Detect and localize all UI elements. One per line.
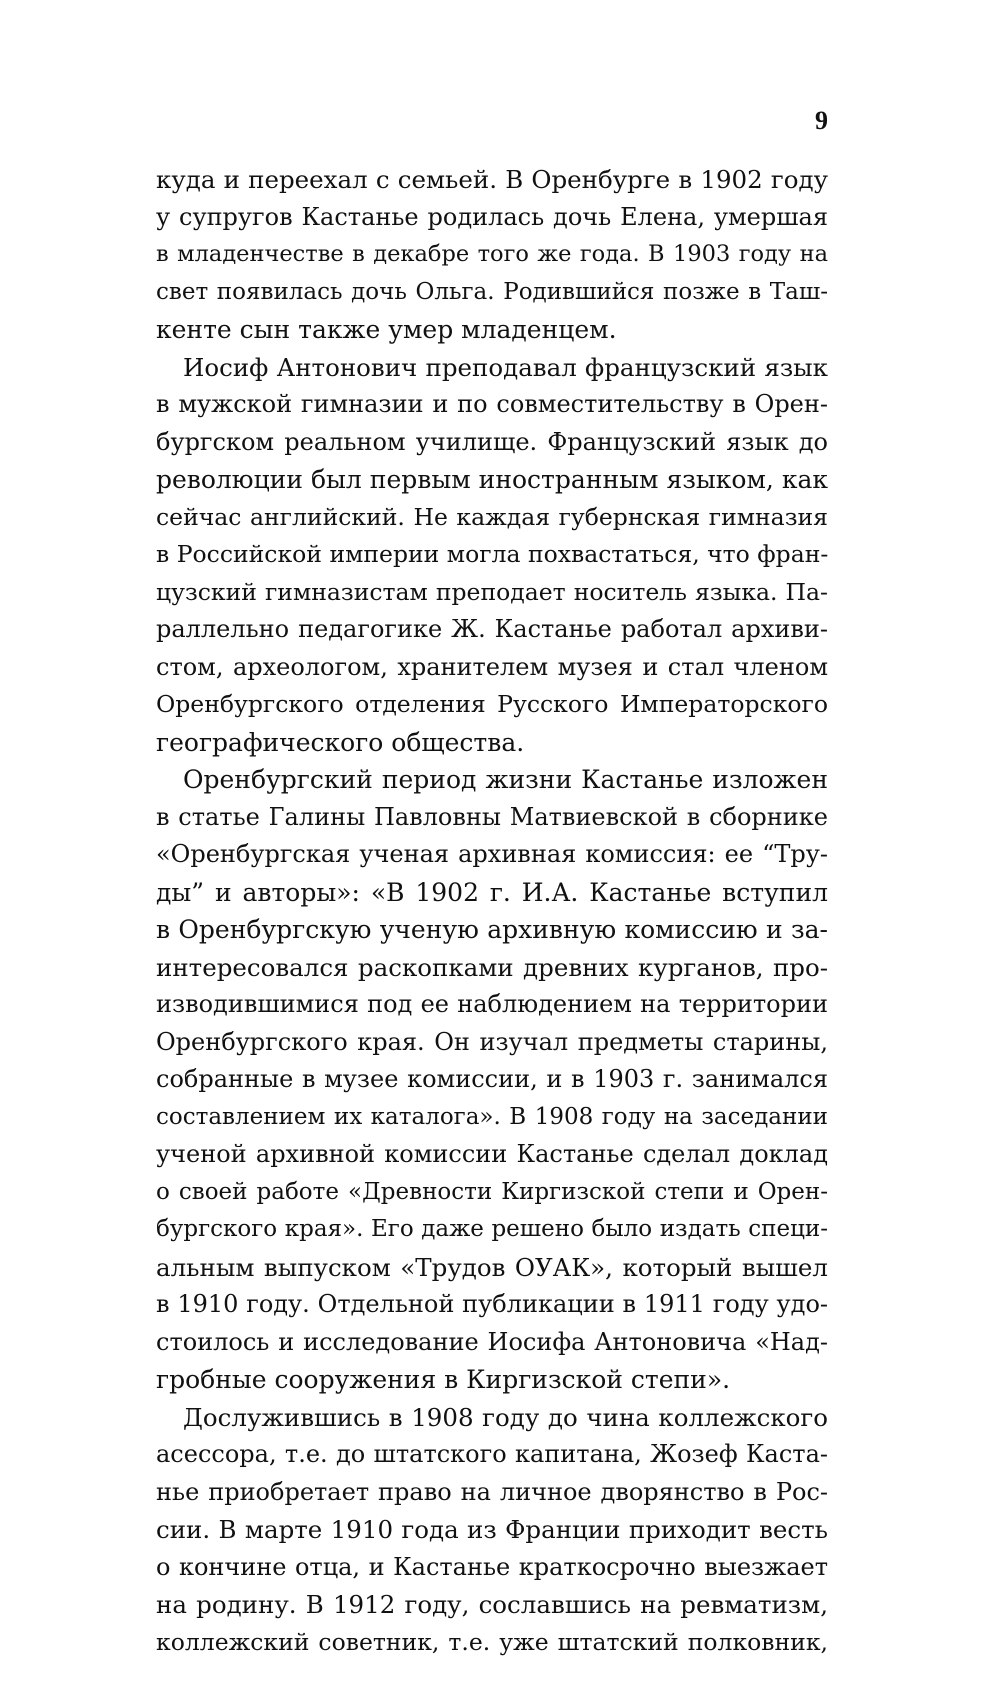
text-line: о кончине отца, и Кастанье краткосрочно выезжает xyxy=(156,1552,828,1581)
text-line: коллежский советник, т.е. уже штатский полковник, xyxy=(156,1627,828,1656)
text-line: в Оренбургскую ученую архивную комиссию и за- xyxy=(156,915,828,944)
text-line: ды” и авторы»: «В 1902 г. И.А. Кастанье вступил xyxy=(156,877,828,907)
text-line: Дослужившись в 1908 году до чина коллежского xyxy=(183,1402,828,1432)
text-line: стоилось и исследование Иосифа Антоновича «Над- xyxy=(156,1327,828,1356)
text-line: о своей работе «Древности Киргизской степи и Орен- xyxy=(156,1178,828,1205)
text-line: Оренбургский период жизни Кастанье изложен xyxy=(183,765,828,794)
text-line: сейчас английский. Не каждая губернская гимназия xyxy=(156,502,828,531)
body-text xyxy=(156,161,828,1661)
text-line: асессора, т.е. до штатского капитана, Жозеф Каста- xyxy=(156,1440,828,1468)
text-line: кенте сын также умер младенцем. xyxy=(156,315,617,344)
text-line: собранные в музее комиссии, и в 1903 г. занимался xyxy=(156,1065,828,1093)
text-line: свет появилась дочь Ольга. Родившийся позже в Таш- xyxy=(156,278,828,305)
text-line: Иосиф Антонович преподавал французский язык xyxy=(183,352,828,382)
text-line: Оренбургского края. Он изучал предметы старины, xyxy=(156,1027,828,1056)
page-number: 9 xyxy=(815,106,828,135)
text-line: географического общества. xyxy=(156,727,525,757)
text-line: гробные сооружения в Киргизской степи». xyxy=(156,1365,731,1394)
text-line: куда и переехал с семьей. В Оренбурге в 1902 году xyxy=(156,165,828,194)
text-line: на родину. В 1912 году, сославшись на ревматизм, xyxy=(156,1590,828,1619)
text-line: изводившимися под ее наблюдением на территории xyxy=(156,990,828,1018)
text-line: в Российской империи могла похвастаться, что фран- xyxy=(156,540,828,568)
text-line: нье приобретает право на личное дворянство в Рос- xyxy=(156,1477,828,1506)
text-line: цузский гимназистам преподает носитель языка. Па- xyxy=(156,577,828,606)
text-line: у супругов Кастанье родилась дочь Елена, умершая xyxy=(156,202,828,231)
text-line: в статье Галины Павловны Матвиевской в сборнике xyxy=(156,802,828,831)
text-line: Оренбургского отделения Русского Императорского xyxy=(156,690,828,718)
text-line: в младенчестве в декабре того же года. В 1903 году на xyxy=(156,241,828,267)
text-line: сии. В марте 1910 года из Франции приходит весть xyxy=(156,1515,828,1544)
text-line: революции был первым иностранным языком, как xyxy=(156,465,828,494)
text-line: альным выпуском «Трудов ОУАК», который вышел xyxy=(156,1252,828,1282)
text-line: интересовался раскопками древних курганов, про- xyxy=(156,952,828,982)
text-line: в 1910 году. Отдельной публикации в 1911 году удо- xyxy=(156,1290,828,1318)
text-line: бургского края». Его даже решено было издать специ- xyxy=(156,1216,828,1242)
text-line: стом, археологом, хранителем музея и стал членом xyxy=(156,652,828,681)
text-line: «Оренбургская ученая архивная комиссия: ее “Тру- xyxy=(156,840,828,868)
text-line: в мужской гимназии и по совместительству в Орен- xyxy=(156,390,828,418)
text-line: раллельно педагогике Ж. Кастанье работал архиви- xyxy=(156,615,828,643)
text-line: бургском реальном училище. Французский язык до xyxy=(156,427,828,456)
text-line: ученой архивной комиссии Кастанье сделал доклад xyxy=(156,1140,828,1168)
text-line: составлением их каталога». В 1908 году на заседании xyxy=(156,1103,828,1130)
